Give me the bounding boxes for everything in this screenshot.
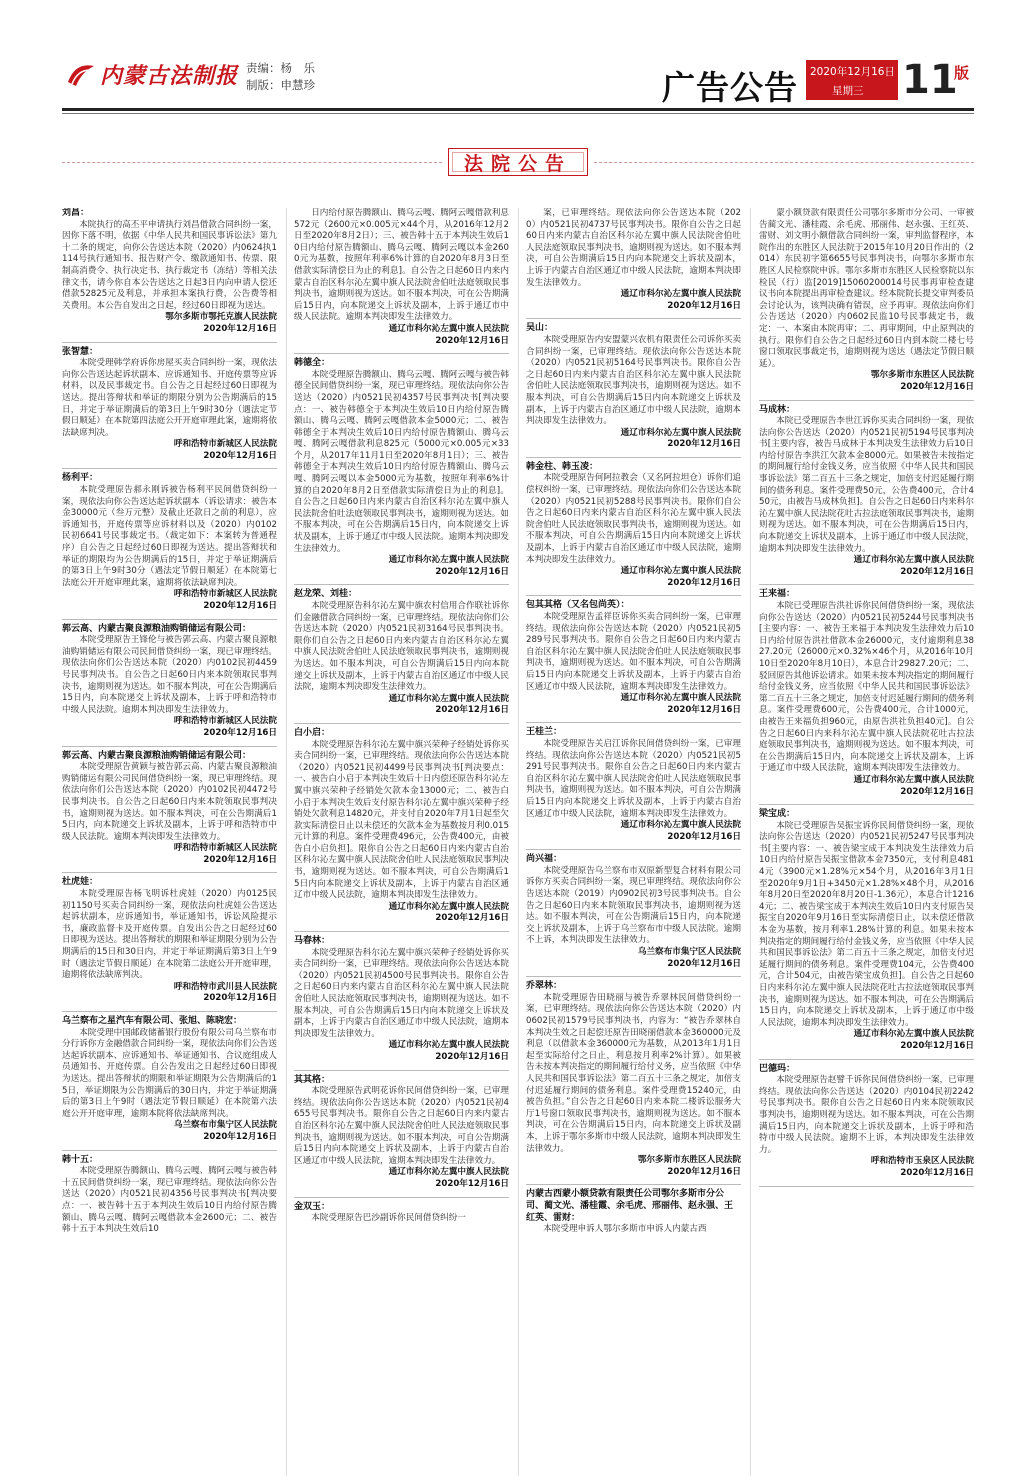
notice-separator <box>526 318 741 319</box>
notice-court: 呼和浩特市新城区人民法院 <box>173 439 277 450</box>
notice-court: 鄂尔多斯市鄂托克旗人民法院 <box>165 312 277 323</box>
notice-court: 呼和浩特市玉泉区人民法院 <box>870 1156 974 1167</box>
court-notice <box>526 854 741 970</box>
notice-addressee: 郭云高、内蒙古聚良源粮油购销储运有限公司： <box>62 750 252 761</box>
notice-date: 2020年12月16日 <box>203 1131 277 1142</box>
notice-addressee: 马春林： <box>294 936 331 947</box>
section-banner <box>62 148 974 178</box>
date-box <box>806 57 972 103</box>
notice-separator <box>62 468 277 469</box>
notice-date: 2020年12月16日 <box>203 323 277 334</box>
notice-body: 本院受理原告郝永刚诉被告杨利平民间借贷纠纷一案，现依法向你公告送达起诉状副本（诉讼请求：被告本金30000元（叁万元整）及截止还款日之前的利息），应诉通知书，开庭传票等应诉材料以及（2020）内0102民初6641号民事裁定书。（裁定如下：本案转为普通程序）自公告之日起经过60日即视为送达。提出答辩状和举证的期限均为公告期满后的15日，并定于举证期满后的第3日上午9时30分（遇法定节假日顺延）在本院第七法庭公开开庭审理此案，逾期将依法缺席判决。 <box>62 485 277 588</box>
court-notice <box>526 323 741 451</box>
notice-addressee: 尚兴福： <box>526 854 563 865</box>
notice-body: 本院受理原告腾额山、腾乌云嘎、腾阿云嘎与被告韩德全民间借贷纠纷一案，现已审理终结。现依法向你公告送达（2020）内0521民初4357号民事判决书[判决要点：一、被告韩德全于本判决生效后10日内给付原告腾额山、腾乌云嘎、腾阿云嘎借款本金5000元；二、被告韩德全于本判决生效后10日内给付原告腾额山、腾乌云嘎、腾阿云嘎借款利息825元（5000元×0.005元×33个月，从2017年11月1日至2020年8月1日）；三、被告韩德全于本判决生效后10日内给付原告腾额山、腾乌云嘎、腾阿云嘎以本金5000元为基数，按照年利率6%计算的自2020年8月2日至借款实际清偿日为止的利息]。自公告之日起60日内来内蒙古自治区科尔沁左翼中旗人民法院舍伯吐法庭领取民事判决书，逾期则视为送达。如不服本判决，可在公告期满后15日内，向本院递交上诉状及副本，上诉于通辽市中级人民法院。逾期本判决即发生法律效力。 <box>294 369 509 554</box>
notice-addressee: 王来福： <box>759 589 796 600</box>
notice-date: 2020年12月16日 <box>667 704 741 715</box>
notice-body: 本院受理原告武明花诉你民间借贷纠纷一案，已审理终结。现依法向你公告送达本院（2020）内0521民初4655号民事判决书。限你自公告之日起60日内来内蒙古自治区科尔沁左翼中旗人民法院舍伯吐人民法庭领取民事判决书，逾期则视为送达。如不服本判决，可自公告期满后15日内向本院递交上诉状及副本，上诉于内蒙古自治区通辽市中级人民法院，逾期本判决即发生法律效力。 <box>294 1086 509 1166</box>
column-divider <box>518 208 519 1476</box>
editor-line: 责编：杨 乐 <box>246 61 315 75</box>
notice-separator <box>759 1059 974 1060</box>
notice-separator <box>526 976 741 977</box>
notice-body: 本院执行的高丕平申请执行刘昌借款合同纠纷一案，因你下落不明，依据《中华人民共和国民事诉讼法》第九十二条的规定，向你公告送达本院（2020）内0624执1114号执行通知书、报告财产令、缴款通知书、传票、限制高消费令、执行决定书、执行裁定书（冻结）等相关法律文书，请今你自本公告送达之日起3日内向申请人偿还借款52825元及利息，并承担本案执行费，公告费等相关费用。本公告自发出之日起，经过60日即视为送达。 <box>62 219 277 311</box>
banner-title: 法院公告 <box>463 152 572 175</box>
notice-addressee: 韩十五： <box>62 1154 99 1165</box>
notice-separator <box>294 931 509 932</box>
notice-body: 本院受理原告黄颖与被告郭云高、内蒙古聚良源粮油购销储运有限公司民间借贷纠纷一案，现已审理终结。现依法向你们公告送达本院（2020）内0102民初4472号民事判决书。自公告之日起60日内来本院领取民事判决书，逾期则视为送达。如不服本判决，可在公告期满后15日内，向本院递交上诉状及副本，上诉于呼和浩特市中级人民法院。逾期本判决即发生法律效力。 <box>62 762 277 842</box>
notice-date: 2020年12月16日 <box>667 1166 741 1177</box>
notice-separator <box>294 353 509 354</box>
banner-box <box>448 148 588 176</box>
issue-date: 2020年12月16日 <box>810 66 895 78</box>
masthead-rule-thin <box>62 113 974 114</box>
court-notice <box>62 1016 277 1144</box>
notice-court: 呼和浩特市新城区人民法院 <box>173 589 277 600</box>
notice-separator <box>62 746 277 747</box>
notice-date: 2020年12月16日 <box>900 786 974 797</box>
notice-court: 鄂尔多斯市东胜区人民法院 <box>637 1155 741 1166</box>
notice-body: 本院受理原告王锋伦与被告郭云高、内蒙古聚良源粮油购销储运有限公司民间借贷纠纷一案，现已审理终结。现依法向你们公告送达本院（2020）内0102民初4459号民事判决书。自公告之日起60日内来本院领取民事判决书，逾期则视为送达。如不服本判决，可在公告期满后15日内，向本院递交上诉状及副本，上诉于呼和浩特市中级人民法院。逾期本判决即发生法律效力。 <box>62 635 277 715</box>
court-notice <box>759 809 974 1052</box>
notice-court: 乌兰察布市集宁区人民法院 <box>173 1120 277 1131</box>
column-4 <box>759 208 974 1476</box>
notice-addressee: 郭云高、内蒙古聚良源粮油购销储运有限公司： <box>62 623 252 634</box>
notice-court: 乌兰察布市集宁区人民法院 <box>637 947 741 958</box>
notice-separator <box>62 1150 277 1151</box>
court-notice <box>294 728 509 925</box>
notice-body: 本院受理原告巴沙副诉你民间借贷纠纷一 <box>311 1213 466 1224</box>
notice-body: 本院受理原告科尔沁左翼中旗兴荣种子经销处诉你买卖合同纠纷一案，已审理终结。现依法向你公告送达本院（2020）内0521民初4500号民事判决书。限你自公告之日起60日内来内蒙古自治区科尔沁左翼中旗人民法院舍伯吐人民法庭领取民事判决书，逾期则视为送达。如不服本判决，可自公告期满后15日内向本院递交上诉状及副本，上诉于内蒙古自治区通辽市中级人民法院，逾期本判决即发生法律效力。 <box>294 947 509 1039</box>
notice-date: 2020年12月16日 <box>435 1051 509 1062</box>
court-notice <box>526 981 741 1178</box>
court-notice <box>526 600 741 716</box>
notice-addressee: 乔翠林： <box>526 981 563 992</box>
notice-date: 2020年12月16日 <box>667 831 741 842</box>
notice-court: 通辽市科尔沁左翼中旗人民法院 <box>620 566 741 577</box>
notice-court: 通辽市科尔沁左翼中旗人民法院 <box>853 1029 974 1040</box>
court-notice <box>294 1075 509 1191</box>
notice-separator <box>62 619 277 620</box>
notice-court: 通辽市科尔沁左翼中旗人民法院 <box>388 693 509 704</box>
notice-court: 呼和浩特市新城区人民法院 <box>173 716 277 727</box>
notice-addressee: 吴山： <box>526 323 554 334</box>
notice-separator <box>759 1186 974 1187</box>
court-notice <box>294 1202 509 1225</box>
court-notice <box>759 208 974 394</box>
notice-body: 本院受理原告乌兰察布市双原新型复合材料有限公司诉你方买卖合同纠纷一案，现已审理终结。现依法向你公告送达本院（2019）内0902民初3号民事判决书。自公告之日起60日内来本院领取民事判决书，逾期则视为送达。如不服本判决，可在公告期满后15日内，向本院递交上诉状及副本，上诉于乌兰察布市中级人民法院。逾期不上诉，本判决即发生法律效力。 <box>526 865 741 946</box>
notice-court: 呼和浩特市新城区人民法院 <box>173 843 277 854</box>
issue-weekday: 星期三 <box>832 85 864 97</box>
producer-line: 制版：申慧珍 <box>246 78 315 92</box>
notice-court: 通辽市科尔沁左翼中旗人民法院 <box>388 555 509 566</box>
notice-date: 2020年12月16日 <box>900 566 974 577</box>
notice-court: 通辽市科尔沁左翼中旗人民法院 <box>388 1040 509 1051</box>
notice-separator <box>62 1011 277 1012</box>
court-notice <box>526 727 741 843</box>
notice-date: 2020年12月16日 <box>900 381 974 392</box>
notice-addressee: 王桂兰： <box>526 727 563 738</box>
notice-body: 本院已受理原告洪社诉你民间借贷纠纷一案，现依法向你公告送达（2020）内0521民初5244号民事判决书[主要内容：一、被告王来福于本判决发生法律效力后10日内给付原告洪社借款本金26000元，支付逾期利息3827.20元（26000元×0.32%×46个月，从2016年10月10日至2020年8月10日），本息合计29827.20元；二、驳回原告其他诉讼请求。如果未按本判决指定的期间履行给付金钱义务，应当依照《中华人民共和国民事诉讼法》第二百五十三条之规定，加倍支付迟延履行期间的债务利息。案件受理费600元，公告费400元，合计1000元，由被告王来福负担960元，由原告洪社负担40元]。自公告之日起60日内来科尔沁左翼中旗人民法院花吐古拉法庭领取民事判决书，逾期则视为送达。如不服本判决，可在公告期满后15日内，向本院递交上诉状及副本，上诉于通辽市中级人民法院，逾期本判决即发生法律效力。 <box>759 601 974 774</box>
notice-body: 本院受理原告内安盟蒙兴农机有限责任公司诉你买卖合同纠纷一案，已审理终结。现依法向你公告送达本院（2020）内0521民初5164号民事判决书。限你自公告之日起60日内来内蒙古自治区科尔沁左翼中旗人民法院舍伯吐人民法庭领取民事判决书，逾期则视为送达。如不服本判决，可自公告期满后15日内向本院递交上诉状及副本，上诉于内蒙古自治区通辽市中级人民法院，逾期本判决即发生法律效力。 <box>526 334 741 427</box>
court-notice <box>62 624 277 740</box>
notice-date: 2020年12月16日 <box>435 913 509 924</box>
court-notice <box>62 347 277 463</box>
notice-body: 本院已受理原告吴振宝诉你民间借贷纠纷一案，现依法向你公告送达（2020）内0521民初5247号民事判决书[主要内容：一、被告梁宝成于本判决发生法律效力后10日内给付原告吴振宝借款本金7350元，支付利息4814元（3900元×1.28%元×54个月，从2016年3月1日至2020年9月1日+3450元×1.28%×48个月，从2016年8月20日至2020年8月20日-1.36元），本息合计12164元；二、被告梁宝成于本判决生效后10日内支付原告吴振宝自2020年9月16日至实际清偿日止，以未偿还借款本金为基数，按月利率1.28%计算的利息。如果未按本判决指定的期间履行给付金钱义务，应当依照《中华人民共和国民事诉讼法》第二百五十三条之规定，加倍支付迟延履行期间的债务利息。案件受理费104元，公告费400元，合计504元，由被告梁宝成负担]。自公告之日起60日内来科尔沁左翼中旗人民法院花吐古拉法庭领取民事判决书，逾期则视为送达。如不服本判决，可在公告期满后15日内，向本院递交上诉状及副本，上诉于通辽市中级人民法院，逾期本判决即发生法律效力。 <box>759 820 974 1028</box>
notice-court: 通辽市科尔沁左翼中旗人民法院 <box>388 323 509 334</box>
notice-body: 本院受理中国邮政储蓄银行股份有限公司乌兰察布市分行诉你方金融借款合同纠纷一案，现依法向你们公告送达起诉状副本、应诉通知书、举证通知书、合议庭组成人员通知书、开庭传票。自公告发出之日起经过60日即视为送达。提出答辩状的期限和举证期限为公告期满后的15日，举证期限为公告期满后的30日内，并定于举证期满后的第3日上午9时（遇法定节假日顺延）在本院第六法庭公开开庭审理，逾期本院将依法缺席判决。 <box>62 1027 277 1119</box>
court-notice <box>759 1064 974 1180</box>
notice-court: 通辽市科尔沁左翼中旗人民法院 <box>620 820 741 831</box>
notice-date: 2020年12月16日 <box>667 439 741 450</box>
court-notice <box>526 1189 741 1235</box>
editor-credits <box>246 60 315 94</box>
notice-court: 呼和浩特市武川县人民法院 <box>173 981 277 992</box>
notice-separator <box>62 342 277 343</box>
notice-addressee: 巴德玛： <box>759 1063 796 1074</box>
court-notice <box>62 877 277 1005</box>
notice-date: 2020年12月16日 <box>435 1178 509 1189</box>
section-title: 广告公告 <box>662 68 798 107</box>
page-suffix: 版 <box>954 64 970 82</box>
notice-date: 2020年12月16日 <box>667 300 741 311</box>
notice-body: 本院受理原告科尔沁左翼中旗农村信用合作联社诉你们金融借款合同纠纷一案，已审理终结。现依法向你们公告送达本院（2020）内0521民初3164号民事判决书。限你们自公告之日起60日内来内蒙古自治区科尔沁左翼中旗人民法院舍伯吐人民法庭领取民事判决书，逾期则视为送达。如不服本判决，可自公告期满后15日内向本院递交上诉状及副本，上诉于内蒙古自治区通辽市中级人民法院，逾期本判决即发生法律效力。 <box>294 601 509 693</box>
notice-addressee: 梁宝成： <box>759 809 796 820</box>
notice-court: 通辽市科尔沁左翼中旗人民法院 <box>853 555 974 566</box>
notice-separator <box>294 584 509 585</box>
notice-date: 2020年12月16日 <box>203 854 277 865</box>
notice-date: 2020年12月16日 <box>203 450 277 461</box>
notice-body: 本院受理申诉人鄂尔多斯市申诉人内蒙古西 <box>543 1224 707 1235</box>
notice-separator <box>759 584 974 585</box>
court-notice <box>62 473 277 612</box>
banner-rule-right <box>594 162 974 163</box>
masthead <box>0 0 1024 150</box>
notice-date: 2020年12月16日 <box>203 993 277 1004</box>
court-notice <box>526 462 741 590</box>
notice-addressee: 杨利平： <box>62 473 99 484</box>
notice-separator <box>294 723 509 724</box>
notice-date: 2020年12月16日 <box>435 335 509 346</box>
column-divider <box>286 208 287 1476</box>
notice-addressee: 杜虎娃： <box>62 877 99 888</box>
logo-emblem-icon <box>66 60 96 88</box>
notice-addressee: 韩德全： <box>294 358 331 369</box>
notice-court: 通辽市科尔沁左翼中旗人民法院 <box>388 901 509 912</box>
notice-date: 2020年12月16日 <box>435 566 509 577</box>
court-notice <box>294 936 509 1064</box>
notice-addressee: 其其格： <box>294 1074 331 1085</box>
notice-court: 通辽市科尔沁左翼中旗人民法院 <box>853 774 974 785</box>
notice-separator <box>62 872 277 873</box>
court-notice <box>62 1155 277 1236</box>
notices-area <box>62 208 974 1476</box>
notice-date: 2020年12月16日 <box>203 601 277 611</box>
masthead-rule <box>62 108 974 111</box>
court-notice <box>294 358 509 578</box>
notice-date: 2020年12月16日 <box>667 958 741 969</box>
notice-body: 本院受理原告关启江诉你民间借贷纠纷一案，已审理终结。现依法向你公告送达本院（2020）内0521民初5291号民事判决书。限你自公告之日起60日内来内蒙古自治区科尔沁左翼中旗人民法院舍伯吐人民法庭领取民事判决书，逾期则视为送达。如不服本判决，可自公告期满后15日内向本院递交上诉状及副本，上诉于内蒙古自治区通辽市中级人民法院，逾期本判决即发生法律效力。 <box>526 738 741 819</box>
notice-body: 本院受理原告科尔沁左翼中旗兴荣种子经销处诉你买卖合同纠纷一案，已审理终结。现依法向你公告送达本院（2020）内0521民初4499号民事判决书[判决要点：一、被告白小启于本判决生效后十日内偿还原告科尔沁左翼中旗兴荣种子经销处欠款本金13000元；二、被告白小启于本判决生效后支付原告科尔沁左翼中旗兴荣种子经销处欠款利息14820元，并支付自2020年7月1日起至欠款实际清偿日止以未偿还的欠款本金为基数按月利0.015元计算的利息。案件受理费496元，公告费400元，由被告白小启负担]。限你自公告之日起60日内来内蒙古自治区科尔沁左翼中旗人民法院舍伯吐人民法庭领取民事判决书，逾期则视为送达。如不服本判决，可自公告期满后15日内向本院递交上诉状及副本，上诉于内蒙古自治区通辽市中级人民法院，逾期本判决即发生法律效力。 <box>294 739 509 901</box>
notice-court: 通辽市科尔沁左翼中旗人民法院 <box>620 289 741 300</box>
notice-separator <box>759 804 974 805</box>
court-notice <box>62 208 277 336</box>
court-notice <box>294 208 509 347</box>
column-3 <box>526 208 741 1476</box>
notice-addressee: 乌兰察布之星汽车有限公司、张旭、陈晓宏： <box>62 1016 243 1026</box>
notice-addressee: 韩金柱、韩玉凌： <box>526 461 599 472</box>
notice-body: 本院受理原告杨飞明诉杜虎娃（2020）内0125民初1150号买卖合同纠纷一案，现依法向杜虎娃公告送达起诉状副本，应诉通知书，举证通知书，诉讼风险提示书，廉政监督卡及开庭传票。自发出公告之日起经过60日即视为送达。提出答辩状的期限和举证期限分别为公告期满后的15日和30日内，并定于举证期满后第3日上午9时（遇法定节假日顺延）在本院第二法庭公开开庭审理，逾期将依法缺席判决。 <box>62 889 277 981</box>
notice-body: 本院受理原告孟祥臣诉你买卖合同纠纷一案，已审理终结。现依法向你公告送达本院（2020）内0521民初5289号民事判决书。限你自公告之日起60日内来内蒙古自治区科尔沁左翼中旗人民法院舍伯吐人民法庭领取民事判决书，逾期则视为送达。如不服本判决，可自公告期满后15日内向本院递交上诉状及副本，上诉于内蒙古自治区通辽市中级人民法院，逾期本判决即发生法律效力。 <box>526 612 741 692</box>
notice-addressee: 赵龙荣、刘桂： <box>294 589 358 600</box>
column-divider <box>750 208 751 1476</box>
notice-body: 本院已受理原告李世江诉你买卖合同纠纷一案，现依法向你公告送达（2020）内0521民初5194号民事判决书[主要内容，被告马成林于本判决发生法律效力后10日内给付原告李洪江欠款本金8000元。如果被告未按指定的期间履行给付金钱义务，应当依照《中华人民共和国民事诉讼法》第二百五十三条之规定，加倍支付迟延履行期间的债务利息。案件受理费50元，公告费400元，合计450元，由被告马成林负担]。自公告之日起60日内来科尔沁左翼中旗人民法院花吐古拉法庭领取民事判决书，逾期则视为送达。如不服本判决，可在公告期满后15日内，向本院递交上诉状及副本，上诉于通辽市中级人民法院，逾期本判决即发生法律效力。 <box>759 416 974 554</box>
court-notice <box>759 405 974 579</box>
banner-rule-left <box>62 162 442 163</box>
notice-body: 本院受理原告田晓丽与被告乔翠林民间借贷纠纷一案，已审理终结。现依法向你公告送达本院（2020）内0602民初1579号民事判决书，内容为：“被告乔翠林自本判决生效之日起偿还原告田晓丽借款本金360000元及利息（以借款本金360000元为基数，从2013年1月1日起至实际给付之日止，利息按月利率2%计算）。如果被告未按本判决指定的期间履行给付义务，应当依照《中华人民共和国民事诉讼法》第二百五十三条之规定，加倍支付迟延履行期间的债务利息。案件受理费15240元，由被告负担。”自公告之日起60日内来本院二楼诉讼服务大厅1号窗口领取民事判决书，逾期则视为送达。如不服本判决，可在公告期满后15日内，向本院递交上诉状及副本，上诉于鄂尔多斯市中级人民法院，逾期本判决即发生法律效力。 <box>526 992 741 1154</box>
notice-court: 鄂尔多斯市东胜区人民法院 <box>870 370 974 381</box>
notice-date: 2020年12月16日 <box>900 1167 974 1178</box>
notice-addressee: 张智慧： <box>62 346 99 357</box>
notice-body: 日内给付原告腾额山、腾乌云嘎、腾阿云嘎借款利息572元（2600元×0.005元×44个月，从2016年12月2日至2020年8月2日）；三、被告韩十五于本判决生效后10日内给付原告腾额山、腾乌云嘎、腾阿云嘎以本金2600元为基数，按照年利率6%计算的自2020年8月3日至借款实际清偿日为止的利息]。自公告之日起60日内来内蒙古自治区科尔沁左翼中旗人民法院舍伯吐法庭领取民事判决书，逾期则视为送达。如不服本判决，可在公告期满后15日内，向本院递交上诉状及副本，上诉于通辽市中级人民法院。逾期本判决即发生法律效力。 <box>294 208 509 323</box>
notice-court: 通辽市科尔沁左翼中旗人民法院 <box>620 693 741 704</box>
court-notice <box>294 589 509 717</box>
notice-date: 2020年12月16日 <box>900 1040 974 1051</box>
notice-date: 2020年12月16日 <box>667 577 741 588</box>
court-notice <box>759 589 974 798</box>
notice-body: 本院受理原告赵譬千诉你民间借贷纠纷一案，已审理终结。现依法向你公告送达（2020）内0104民初2242号民事判决书。限你自公告之日起60日内来本院领取民事判决书，逾期则视为送达。如不服本判决，可在公告期满后15日内，向本院递交上诉状及副本，上诉于呼和浩特市中级人民法院。逾期不上诉，本判决即发生法律效力。 <box>759 1075 974 1155</box>
notice-separator <box>526 722 741 723</box>
column-1 <box>62 208 277 1476</box>
notice-body: 本院受理原告何阿拉教会（又名阿拉坦仓）诉你们追偿权纠纷一案，已审理终结。现依法向你们公告送达本院（2020）内0521民初5288号民事判决书。限你们自公告之日起60日内来内蒙古自治区科尔沁左翼中旗人民法院舍伯吐人民法庭领取民事判决书，逾期则视为送达。如不服本判决，可自公告期满后15日内向本院递交上诉状及副本，上诉于内蒙古自治区通辽市中级人民法院，逾期本判决即发生法律效力。 <box>526 473 741 565</box>
notice-separator <box>294 1197 509 1198</box>
notice-addressee: 金双玉： <box>294 1201 331 1212</box>
notice-body: 案，已审理终结。现依法向你公告送达本院（2020）内0521民初4737号民事判决书。限你自公告之日起60日内来内蒙古自治区科尔沁左翼中旗人民法院舍伯吐人民法庭领取民事判决书，逾期则视为送达。如不服本判决，可自公告期满后15日内向本院递交上诉状及副本，上诉于内蒙古自治区通辽市中级人民法院，逾期本判决即发生法律效力。 <box>526 208 741 288</box>
court-notice <box>62 751 277 867</box>
notice-addressee: 白小启： <box>294 727 331 738</box>
notice-body: 本院受理原告腾额山、腾乌云嘎、腾阿云嘎与被告韩十五民间借贷纠纷一案，现已审理终结。现依法向你公告送达（2020）内0521民初4356号民事判决书[判决要点：一、被告韩十五于本判决生效后10日内给付原告腾额山、腾乌云嘎、腾阿云嘎借款本金2600元；二、被告韩十五于本判决生效后10 <box>62 1166 277 1235</box>
notice-date: 2020年12月16日 <box>203 727 277 738</box>
notice-separator <box>759 400 974 401</box>
notice-addressee: 包其其格（又名包尚英）： <box>526 600 630 611</box>
notice-separator <box>526 457 741 458</box>
newspaper-logo <box>66 58 238 90</box>
notice-separator <box>526 849 741 850</box>
logo-text: 内蒙古法制报 <box>100 62 239 89</box>
page-number: 11 <box>902 57 958 103</box>
notice-separator <box>526 595 741 596</box>
notice-addressee: 刘昌： <box>62 208 90 218</box>
notice-body: 蒙小额贷款有限责任公司鄂尔多斯市分公司、一审被告蔺文光、潘桂霞、余毛虎、邢丽伟、赵永强、王红英、雷财、刘文明小额借款合同纠纷一案，审判监督程序，本院作出的东胜区人民法院于2015年10月20日作出的（2014）东民初字第6655号民事判决书，向鄂尔多斯市东胜区人民检察院申诉。鄂尔多斯市东胜区人民检察院以东检民（行）监[2019]15060200014号民事再审检查建议书向本院提出再审检查建议。经本院院长提交审判委员会讨论认为，该判决确有错误，应予再审。现依法向你们公告送达（2020）内0602民监10号民事裁定书，裁定：一、本案由本院再审；二、再审期间，中止原判决的执行。限你们自公告之日起经过60日内到本院二楼七号窗口领取民事裁定书，逾期则视为送达（遇法定节假日顺延）。 <box>759 208 974 369</box>
notice-addressee: 内蒙古西蒙小额贷款有限责任公司鄂尔多斯市分公司、蔺文光、潘桂霞、余毛虎、邢丽伟、赵永强、王红英、雷财： <box>526 1189 734 1223</box>
column-2 <box>294 208 509 1476</box>
court-notice <box>526 208 741 312</box>
notice-separator <box>294 1070 509 1071</box>
notice-addressee: 马成林： <box>759 404 796 415</box>
notice-court: 通辽市科尔沁左翼中旗人民法院 <box>388 1167 509 1178</box>
notice-court: 通辽市科尔沁左翼中旗人民法院 <box>620 427 741 438</box>
notice-body: 本院受理韩学府诉你房屋买卖合同纠纷一案，现依法向你公告送达起诉状副本、应诉通知书、开庭传票等应诉材料，以及民事裁定书。自公告之日起经过60日即视为送达。提出答辩状和举证的期限分别为公告期满后的15日，并定于举证期满后的第3日上午9时30分（遇法定节假日顺延）在本院第四法庭公开开庭审理此案，逾期将依法缺席判决。 <box>62 358 277 438</box>
notice-date: 2020年12月16日 <box>435 705 509 716</box>
notice-separator <box>526 1184 741 1185</box>
